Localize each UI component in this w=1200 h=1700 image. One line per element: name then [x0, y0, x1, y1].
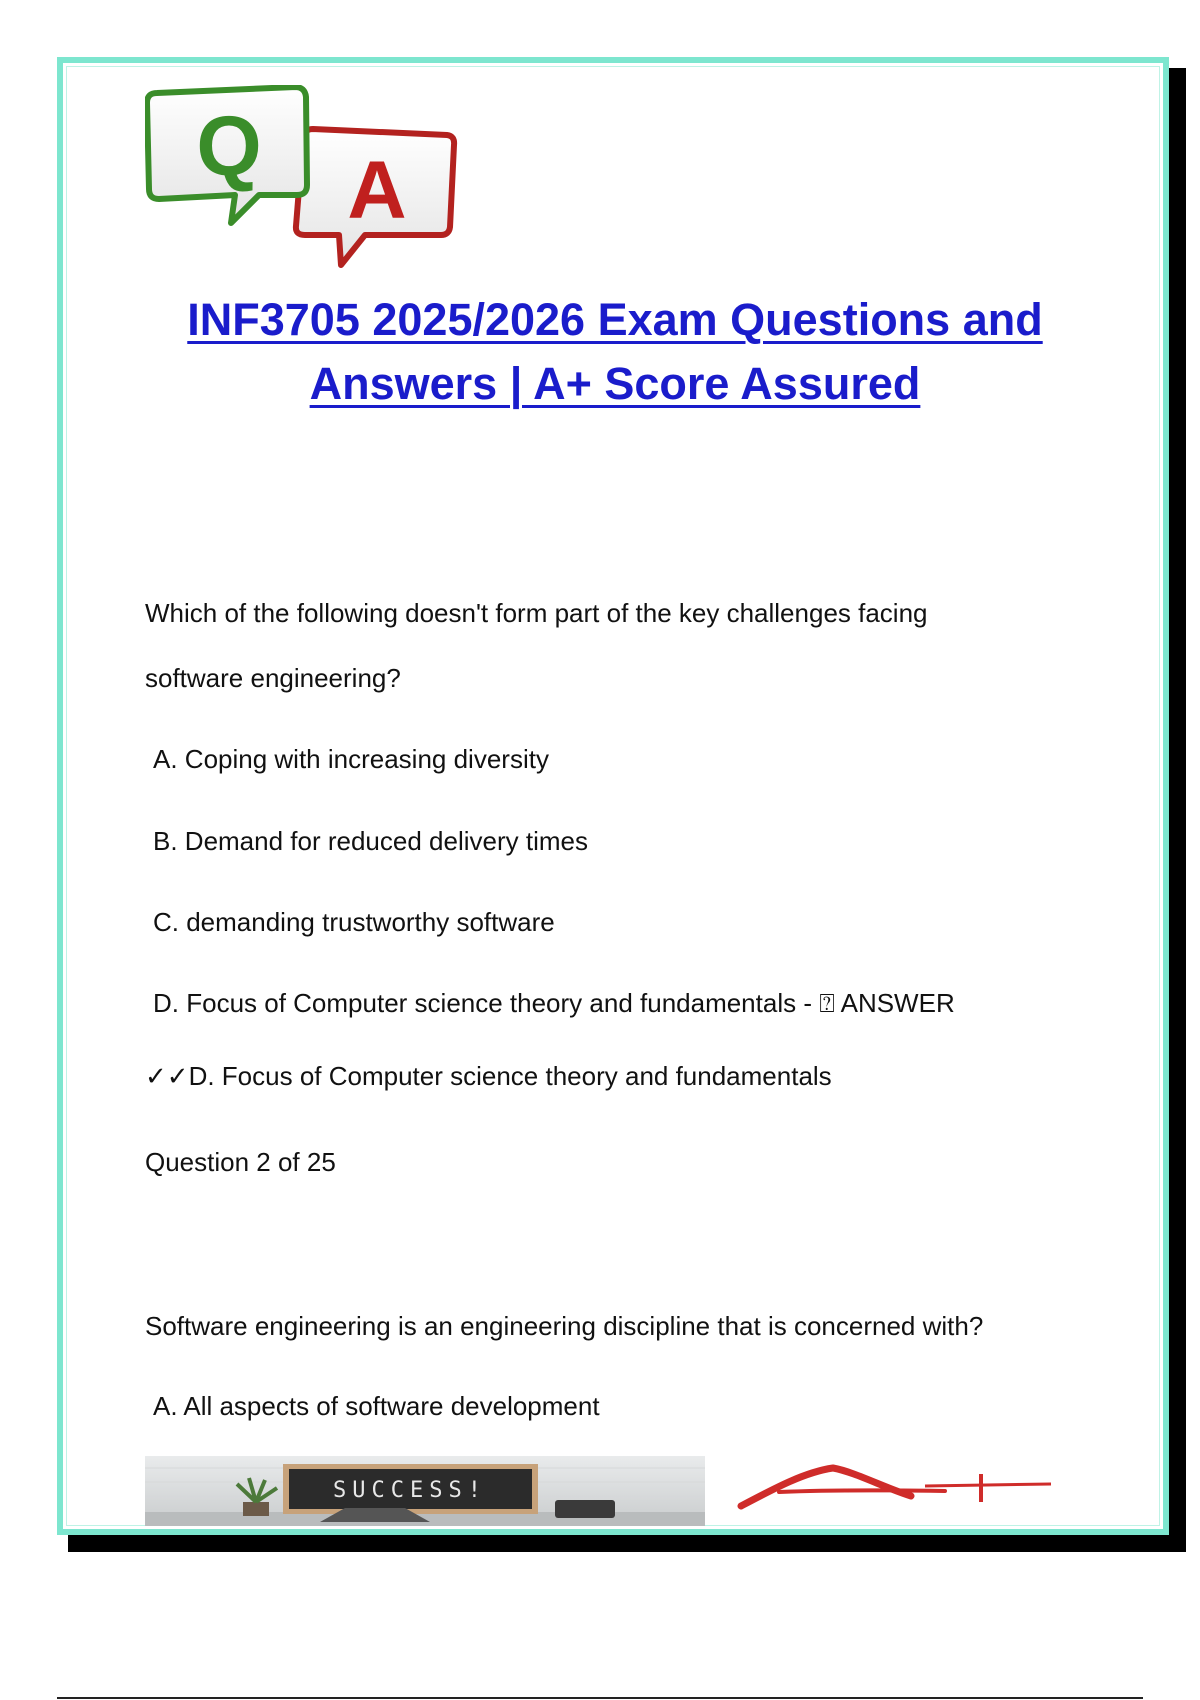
- a-speech-bubble: [296, 129, 454, 265]
- question-1-prompt-line-1: Which of the following doesn't form part of the key challenges facing: [145, 598, 928, 628]
- question-1-option-b: B. Demand for reduced delivery times: [153, 826, 588, 856]
- question-1-option-d: D. Focus of Computer science theory and fundamentals - ⍰ ANSWER: [153, 988, 955, 1018]
- question-2-prompt: Software engineering is an engineering discipline that is concerned with?: [145, 1311, 984, 1341]
- document-title: [100, 288, 1130, 416]
- question-1-answer: [145, 1061, 832, 1092]
- question-1-answer-text: D. Focus of Computer science theory and fundamentals: [188, 1061, 832, 1091]
- success-banner-image: [145, 1456, 705, 1526]
- logo-q-letter: Q: [196, 99, 262, 193]
- question-counter: Question 2 of 25: [145, 1147, 336, 1177]
- title-line-2: Answers | A+ Score Assured: [309, 358, 921, 409]
- bottom-divider: [57, 1697, 1143, 1699]
- q-speech-bubble: [147, 87, 307, 223]
- question-1-option-a: A. Coping with increasing diversity: [153, 744, 549, 774]
- grade-text: A+: [735, 1458, 737, 1459]
- a-plus-grade-image: [735, 1458, 1055, 1526]
- title-line-1: INF3705 2025/2026 Exam Questions and: [187, 294, 1043, 345]
- logo-a-letter: A: [347, 145, 407, 236]
- question-1-option-c: C. demanding trustworthy software: [153, 907, 555, 937]
- question-1-prompt-line-2: software engineering?: [145, 663, 401, 693]
- double-check-icon: ✓✓: [145, 1062, 189, 1092]
- success-banner-text: SUCCESS!: [333, 1478, 487, 1503]
- qa-logo: [145, 85, 495, 290]
- question-2-option-a: A. All aspects of software development: [153, 1391, 600, 1421]
